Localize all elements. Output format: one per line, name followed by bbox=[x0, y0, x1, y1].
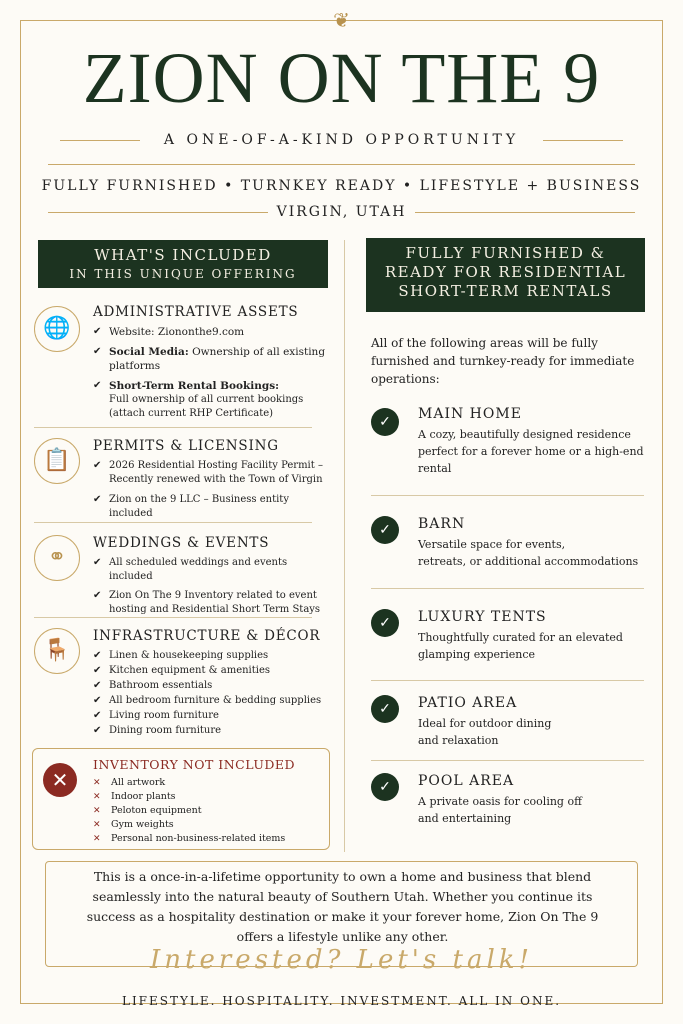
separator bbox=[34, 617, 312, 618]
feature-desc: Versatile space for events, bbox=[418, 538, 566, 551]
permits-section bbox=[34, 438, 330, 524]
separator bbox=[371, 760, 644, 761]
separator bbox=[371, 588, 644, 589]
furnished-banner-line3: SHORT-TERM RENTALS bbox=[398, 282, 613, 300]
furnished-banner bbox=[366, 238, 645, 312]
feature-desc: Thoughtfully curated for an elevated bbox=[418, 631, 623, 644]
armchair-icon: 🪑 bbox=[34, 628, 80, 674]
check-icon: ✓ bbox=[371, 773, 399, 801]
tagline-rule-top bbox=[48, 164, 635, 165]
excluded-item: ✕ Personal non-business-related items bbox=[93, 832, 285, 846]
permits-title: PERMITS & LICENSING bbox=[93, 438, 279, 454]
infra-item: ✔ All bedroom furniture & bedding supplies bbox=[93, 694, 330, 708]
weddings-title: WEDDINGS & EVENTS bbox=[93, 535, 270, 551]
included-banner-line1: WHAT'S INCLUDED bbox=[94, 246, 272, 264]
feature-luxury-tents bbox=[371, 609, 651, 663]
footer-tagline: LIFESTYLE. HOSPITALITY. INVESTMENT. ALL IN ONE. bbox=[121, 994, 562, 1008]
feature-desc: Ideal for outdoor dining bbox=[418, 717, 552, 730]
feature-desc: A cozy, beautifully designed residence bbox=[418, 428, 631, 441]
infra-section bbox=[34, 628, 330, 739]
globe-icon: 🌐 bbox=[34, 306, 80, 352]
feature-title: MAIN HOME bbox=[418, 406, 522, 422]
feature-patio-area bbox=[371, 695, 651, 749]
admin-website: ✔ Website: Ziononthe9.com bbox=[93, 325, 330, 339]
infra-item: ✔ Bathroom essentials bbox=[93, 679, 330, 693]
permits-hosting: ✔ 2026 Residential Hosting Facility Permit – Recently renewed with the Town of Virgin bbox=[93, 459, 330, 487]
feature-title: BARN bbox=[418, 516, 466, 532]
page-title: ZION ON THE 9 bbox=[82, 38, 601, 118]
feature-desc: perfect for a forever home or a high-end bbox=[418, 445, 644, 458]
furnished-banner-line1: FULLY FURNISHED & bbox=[405, 244, 606, 262]
admin-title: ADMINISTRATIVE ASSETS bbox=[93, 304, 299, 320]
infra-item: ✔ Kitchen equipment & amenities bbox=[93, 664, 330, 678]
furnished-banner-line2: READY FOR RESIDENTIAL bbox=[384, 263, 627, 281]
laurel-icon: ❦ bbox=[333, 8, 350, 32]
excluded-item: ✕ Peloton equipment bbox=[93, 804, 285, 818]
excluded-title: INVENTORY NOT INCLUDED bbox=[93, 757, 296, 772]
separator bbox=[34, 522, 312, 523]
admin-bookings: ✔ Short-Term Rental Bookings: Full ownership of all current bookings (attach current RHP Certificate) bbox=[93, 379, 330, 421]
column-divider bbox=[344, 240, 345, 852]
infra-title: INFRASTRUCTURE & DÉCOR bbox=[93, 628, 321, 644]
excluded-item: ✕ Gym weights bbox=[93, 818, 285, 832]
separator bbox=[34, 427, 312, 428]
feature-desc: A private oasis for cooling off bbox=[418, 795, 582, 808]
closing-text: This is a once-in-a-lifetime opportunity to own a home and business that blend seamlessly into the natural beauty of Southern Utah. Whether you continue its success as a hospitality destination or make it your forever home, Zion On The 9 offers a lifestyle unlike any other. bbox=[86, 869, 599, 944]
feature-desc: retreats, or additional accommodations bbox=[418, 555, 639, 568]
weddings-section bbox=[34, 535, 330, 620]
check-icon: ✓ bbox=[371, 516, 399, 544]
admin-section bbox=[34, 304, 330, 424]
included-banner-line2: IN THIS UNIQUE OFFERING bbox=[69, 267, 297, 281]
feature-desc: glamping experience bbox=[418, 648, 536, 661]
feature-desc: rental bbox=[418, 462, 452, 475]
weddings-scheduled: ✔ All scheduled weddings and events included bbox=[93, 556, 330, 584]
separator bbox=[371, 680, 644, 681]
intro-text: All of the following areas will be fully furnished and turnkey-ready for immediate operations: bbox=[371, 336, 635, 386]
infra-item: ✔ Linen & housekeeping supplies bbox=[93, 649, 330, 663]
check-icon: ✓ bbox=[371, 695, 399, 723]
tagline: FULLY FURNISHED • TURNKEY READY • LIFESTYLE + BUSINESS bbox=[41, 178, 642, 194]
excluded-item: ✕ Indoor plants bbox=[93, 790, 285, 804]
feature-title: POOL AREA bbox=[418, 773, 515, 789]
infra-item: ✔ Dining room furniture bbox=[93, 724, 330, 738]
x-icon: ✕ bbox=[43, 763, 77, 797]
weddings-inventory: ✔ Zion On The 9 Inventory related to event hosting and Residential Short Term Stays bbox=[93, 589, 330, 617]
check-icon: ✓ bbox=[371, 609, 399, 637]
included-banner bbox=[38, 240, 328, 288]
feature-desc: and entertaining bbox=[418, 812, 512, 825]
feature-pool-area bbox=[371, 773, 651, 827]
check-icon: ✓ bbox=[371, 408, 399, 436]
feature-title: PATIO AREA bbox=[418, 695, 518, 711]
excluded-item: ✕ All artwork bbox=[93, 776, 285, 790]
infra-item: ✔ Living room furniture bbox=[93, 709, 330, 723]
feature-barn bbox=[371, 516, 651, 570]
excluded-box bbox=[32, 748, 330, 850]
clipboard-icon: 📋 bbox=[34, 438, 80, 484]
admin-social: ✔ Social Media: Ownership of all existing platforms bbox=[93, 345, 330, 373]
separator bbox=[371, 495, 644, 496]
permits-llc: ✔ Zion on the 9 LLC – Business entity included bbox=[93, 493, 330, 521]
rings-icon: ⚭ bbox=[34, 535, 80, 581]
contact-script: Interested? Let's talk! bbox=[149, 945, 533, 975]
location: VIRGIN, UTAH bbox=[276, 204, 407, 220]
subtitle: A ONE-OF-A-KIND OPPORTUNITY bbox=[163, 132, 520, 148]
feature-desc: and relaxation bbox=[418, 734, 499, 747]
feature-title: LUXURY TENTS bbox=[418, 609, 547, 625]
feature-main-home bbox=[371, 406, 651, 477]
